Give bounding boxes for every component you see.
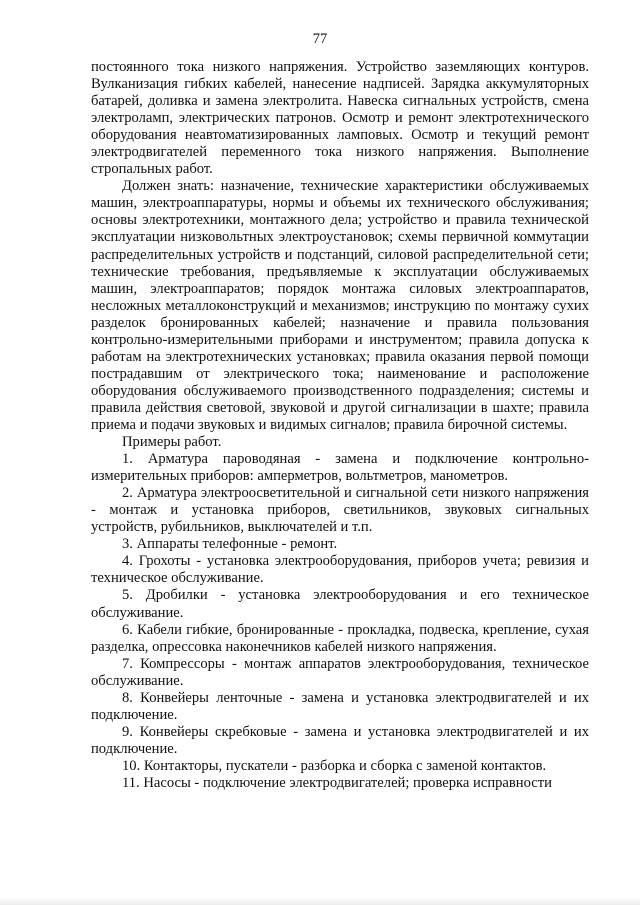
paragraph-continuation: постоянного тока низкого напряжения. Устройство заземляющих контуров. Вулканизация гибких кабелей, нанесение надписей. Зарядка аккумуляторных батарей, доливка и замена электролита. Навеска сигнальных устройств, смена электроламп, электрических патронов. Осмотр и ремонт электротехнического оборудования неавтоматизированных ламповых. Осмотр и текущий ремонт электродвигателей переменного тока низкого напряжения. Выполнение стропальных работ. — [91, 59, 589, 178]
example-item: 8. Конвейеры ленточные - замена и установка электродвигателей и их подключение. — [91, 689, 589, 723]
example-item: 3. Аппараты телефонные - ремонт. — [122, 536, 338, 553]
body-text — [91, 59, 589, 792]
example-item: 4. Грохоты - установка электрооборудования, приборов учета; ревизия и техническое обслуживание. — [91, 553, 589, 587]
example-item: 5. Дробилки - установка электрооборудования и его техническое обслуживание. — [91, 587, 589, 621]
page-number: 77 — [312, 31, 328, 47]
scan-bottom-edge — [0, 897, 640, 905]
example-item: 10. Контакторы, пускатели - разборка и сборка с заменой контактов. — [122, 757, 547, 774]
example-item: 7. Компрессоры - монтаж аппаратов электрооборудования, техническое обслуживание. — [91, 655, 589, 689]
examples-heading: Примеры работ. — [122, 434, 222, 451]
example-item: 9. Конвейеры скребковые - замена и установка электродвигателей и их подключение. — [91, 723, 589, 757]
paragraph-knowledge-requirements: Должен знать: назначение, технические характеристики обслуживаемых машин, электроаппаратуры, нормы и объемы их технического обслуживания; основы электротехники, монтажного дела; устройство и правила технической эксплуатации низковольтных электроустановок; схемы первичной коммутации распределительных устройств и подстанций, силовой распределительной сети; технические требования, предъявляемые к эксплуатации обслуживаемых машин, электроаппаратов; порядок монтажа силовых электроаппаратов, несложных металлоконструкций и механизмов; инструкцию по монтажу сухих разделок бронированных кабелей; назначение и правила пользования контрольно-измерительными приборами и инструментом; правила допуска к работам на электротехнических установках; правила оказания первой помощи пострадавшим от электрического тока; наименование и расположение оборудования обслуживаемого производственного подразделения; системы и правила действия световой, звуковой и другой сигнализации в шахте; правила приема и подачи звуковых и видимых сигналов; правила бирочной системы. — [91, 178, 589, 433]
example-item: 11. Насосы - подключение электродвигателей; проверка исправности — [122, 774, 552, 791]
example-item: 2. Арматура электроосветительной и сигнальной сети низкого напряжения - монтаж и установка приборов, светильников, звуковых сигнальных устройств, рубильников, выключателей и т.п. — [91, 485, 589, 536]
example-item: 6. Кабели гибкие, бронированные - прокладка, подвеска, крепление, сухая разделка, опрессовка наконечников кабелей низкого напряжения. — [91, 621, 589, 655]
example-item: 1. Арматура пароводяная - замена и подключение контрольно-измерительных приборов: амперметров, вольтметров, манометров. — [91, 451, 589, 485]
